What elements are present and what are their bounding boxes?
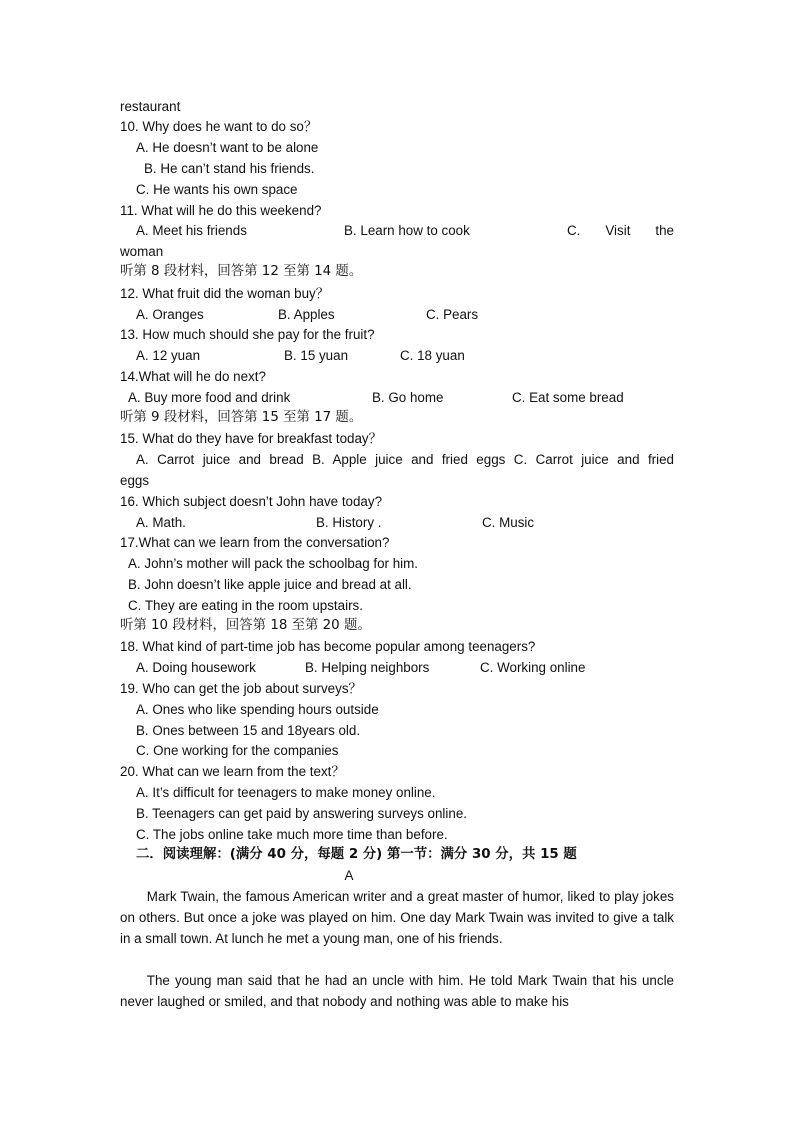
option-11b: B. Learn how to cook	[344, 223, 470, 238]
option-16c: C. Music	[482, 515, 535, 530]
question-17: 17.What can we learn from the conversation?	[120, 535, 390, 550]
option-20a: A. It’s difficult for teenagers to make money online.	[136, 785, 436, 800]
question-18: 18. What kind of part-time job has become popular among teenagers?	[120, 639, 536, 654]
question-16: 16. Which subject doesn’t John have today?	[120, 494, 383, 509]
question-13: 13. How much should she pay for the fruit?	[120, 327, 375, 342]
option-14a: A. Buy more food and drink	[128, 390, 291, 405]
question-12: 12. What fruit did the woman buy？	[120, 286, 330, 301]
passage-paragraph-1: Mark Twain, the famous American writer and a great master of humor, liked to play jokes on others. But once a joke was played on him. One day Mark Twain was invited to give a talk in a small town. At lunch he met a young man, one of his friends.	[120, 889, 674, 946]
option-19b: B. Ones between 15 and 18years old.	[136, 723, 361, 738]
option-14b: B. Go home	[372, 390, 444, 405]
reading-section-heading: 二．阅读理解：(满分 40 分，每题 2 分) 第一节：满分 30 分，共 15 题	[136, 847, 577, 862]
option-13b: B. 15 yuan	[284, 348, 349, 363]
text-line: restaurant	[120, 99, 181, 114]
section-header-10: 听第 10 段材料，回答第 18 至第 20 题。	[120, 618, 371, 633]
option-10c: C. He wants his own space	[136, 182, 298, 197]
option-17a: A. John’s mother will pack the schoolbag for him.	[128, 556, 419, 571]
option-12b: B. Apples	[278, 307, 335, 322]
option-16a: A. Math.	[136, 515, 186, 530]
question-14: 14.What will he do next?	[120, 369, 266, 384]
option-14c: C. Eat some bread	[512, 390, 624, 405]
question-20: 20. What can we learn from the text？	[120, 764, 345, 779]
option-11c: C. Visit the	[567, 223, 674, 238]
section-header-8: 听第 8 段材料，回答第 12 至第 14 题。	[120, 264, 363, 279]
option-20b: B. Teenagers can get paid by answering surveys online.	[136, 806, 467, 821]
option-18a: A. Doing housework	[136, 660, 256, 675]
option-12c: C. Pears	[426, 307, 479, 322]
question-15: 15. What do they have for breakfast today？	[120, 431, 383, 446]
question-11: 11. What will he do this weekend?	[120, 203, 322, 218]
question-19: 19. Who can get the job about surveys？	[120, 681, 362, 696]
passage-paragraph-2: The young man said that he had an uncle with him. He told Mark Twain that his uncle never laughed or smiled, and that nobody and nothing was able to make his	[120, 973, 674, 1009]
option-19c: C. One working for the companies	[136, 743, 339, 758]
question-10: 10. Why does he want to do so？	[120, 119, 318, 134]
option-18c: C. Working online	[480, 660, 586, 675]
option-16b: B. History .	[316, 515, 382, 530]
options-15: A. Carrot juice and bread B. Apple juice and fried eggs C. Carrot juice and fried	[136, 452, 674, 467]
option-11c-continued: woman	[120, 244, 164, 259]
passage-label-a: A	[344, 868, 354, 883]
option-13a: A. 12 yuan	[136, 348, 201, 363]
option-11a: A. Meet his friends	[136, 223, 247, 238]
options-15-continued: eggs	[120, 473, 150, 488]
option-12a: A. Oranges	[136, 307, 204, 322]
option-13c: C. 18 yuan	[400, 348, 465, 363]
option-20c: C. The jobs online take much more time than before.	[136, 827, 448, 842]
option-10a: A. He doesn’t want to be alone	[136, 140, 319, 155]
option-18b: B. Helping neighbors	[305, 660, 430, 675]
option-17c: C. They are eating in the room upstairs.	[128, 598, 363, 613]
option-10b: B. He can’t stand his friends.	[144, 161, 315, 176]
option-19a: A. Ones who like spending hours outside	[136, 702, 379, 717]
section-header-9: 听第 9 段材料，回答第 15 至第 17 题。	[120, 410, 363, 425]
option-17b: B. John doesn’t like apple juice and bread at all.	[128, 577, 412, 592]
